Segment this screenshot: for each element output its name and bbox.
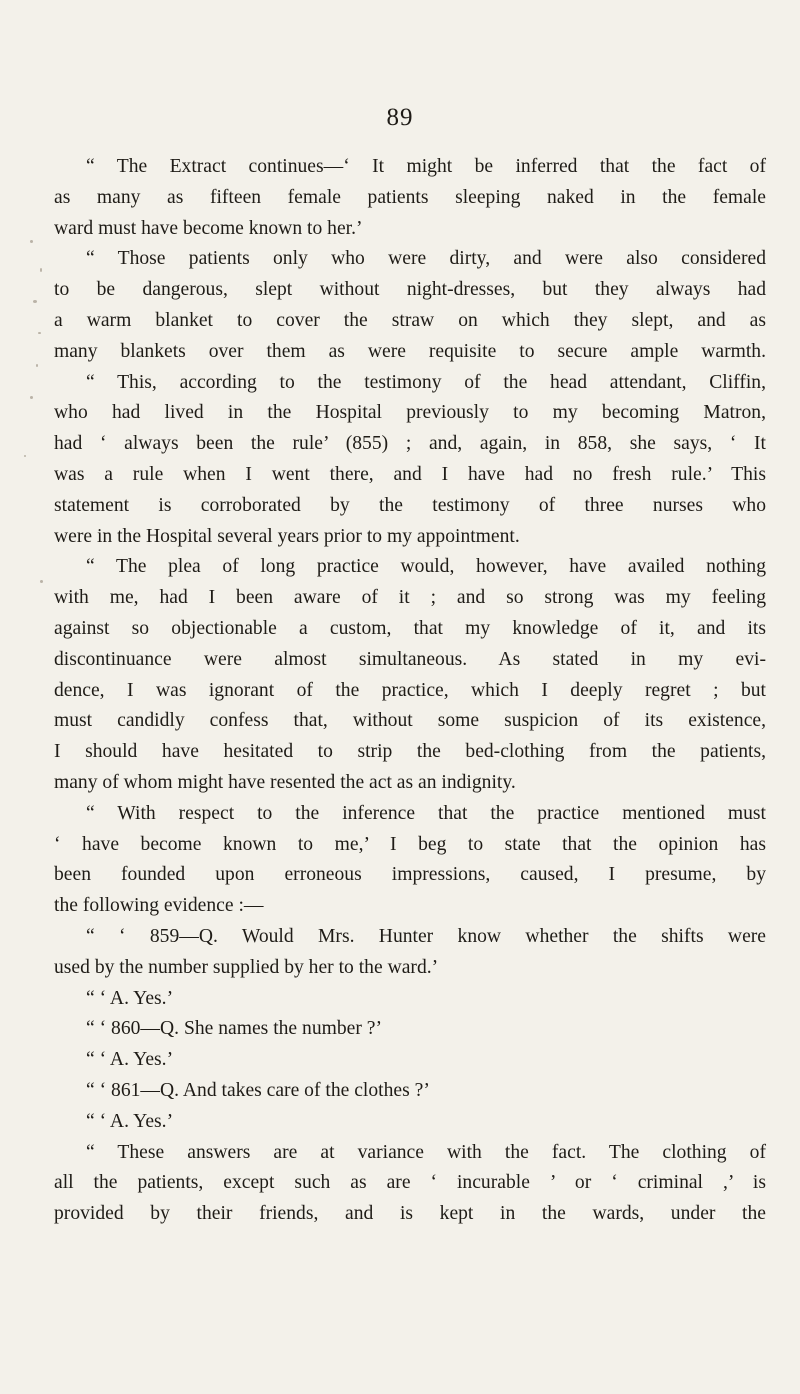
text-line: “ These answers are at variance with the fact. The clothing of bbox=[86, 1141, 766, 1163]
text-line: the following evidence :— bbox=[54, 895, 264, 917]
text-line: “ ‘ 859—Q. Would Mrs. Hunter know whether the shifts were bbox=[86, 925, 766, 947]
paper-speck bbox=[33, 300, 37, 303]
text-line: “ ‘ 861—Q. And takes care of the clothes ?’ bbox=[86, 1079, 430, 1101]
text-line: “ This, according to the testimony of the head attendant, Cliffin, bbox=[86, 371, 766, 393]
text-line: “ With respect to the inference that the practice mentioned must bbox=[86, 802, 766, 824]
page-number: 89 bbox=[386, 104, 414, 131]
text-line: must candidly confess that, without some suspicion of its existence, bbox=[54, 710, 766, 732]
text-line: “ The plea of long practice would, however, have availed nothing bbox=[86, 556, 766, 578]
text-line: all the patients, except such as are ‘ incurable ’ or ‘ criminal ,’ is bbox=[54, 1172, 766, 1194]
text-line: provided by their friends, and is kept in the wards, under the bbox=[54, 1203, 766, 1225]
text-line: ‘ have become known to me,’ I beg to state that the opinion has bbox=[54, 833, 766, 855]
text-line: used by the number supplied by her to the ward.’ bbox=[54, 956, 439, 978]
text-line: who had lived in the Hospital previously to my becoming Matron, bbox=[54, 402, 766, 424]
text-line: dence, I was ignorant of the practice, which I deeply regret ; but bbox=[54, 679, 766, 701]
paper-speck bbox=[24, 455, 26, 457]
text-line: as many as fifteen female patients sleeping naked in the female bbox=[54, 186, 766, 208]
body-text bbox=[54, 152, 766, 1230]
paper-speck bbox=[30, 240, 33, 243]
paper-speck bbox=[30, 396, 33, 399]
text-line: to be dangerous, slept without night-dresses, but they always had bbox=[54, 279, 766, 301]
text-line: statement is corroborated by the testimony of three nurses who bbox=[54, 494, 766, 516]
text-line: many blankets over them as were requisite to secure ample warmth. bbox=[54, 340, 766, 362]
text-line: discontinuance were almost simultaneous. As stated in my evi- bbox=[54, 648, 766, 670]
text-line: was a rule when I went there, and I have had no fresh rule.’ This bbox=[54, 463, 766, 485]
text-line: “ ‘ A. Yes.’ bbox=[86, 1049, 174, 1071]
text-line: been founded upon erroneous impressions, caused, I presume, by bbox=[54, 864, 766, 886]
paper-speck bbox=[40, 268, 42, 272]
text-line: with me, had I been aware of it ; and so strong was my feeling bbox=[54, 587, 766, 609]
paper-speck bbox=[36, 364, 38, 367]
paper-speck bbox=[38, 332, 41, 334]
text-line: “ ‘ A. Yes.’ bbox=[86, 1110, 174, 1132]
paper-speck bbox=[40, 580, 43, 583]
text-line: “ ‘ 860—Q. She names the number ?’ bbox=[86, 1018, 383, 1040]
text-line: “ Those patients only who were dirty, and were also considered bbox=[86, 248, 766, 270]
text-line: a warm blanket to cover the straw on which they slept, and as bbox=[54, 309, 766, 331]
text-line: many of whom might have resented the act as an indignity. bbox=[54, 771, 516, 793]
text-line: were in the Hospital several years prior to my appointment. bbox=[54, 525, 520, 547]
text-line: “ The Extract continues—‘ It might be inferred that the fact of bbox=[86, 156, 766, 177]
text-line: I should have hesitated to strip the bed-clothing from the patients, bbox=[54, 741, 766, 763]
text-line: ward must have become known to her.’ bbox=[54, 217, 363, 239]
text-line: against so objectionable a custom, that my knowledge of it, and its bbox=[54, 617, 766, 639]
text-line: had ‘ always been the rule’ (855) ; and, again, in 858, she says, ‘ It bbox=[54, 433, 766, 455]
text-line: “ ‘ A. Yes.’ bbox=[86, 987, 174, 1009]
